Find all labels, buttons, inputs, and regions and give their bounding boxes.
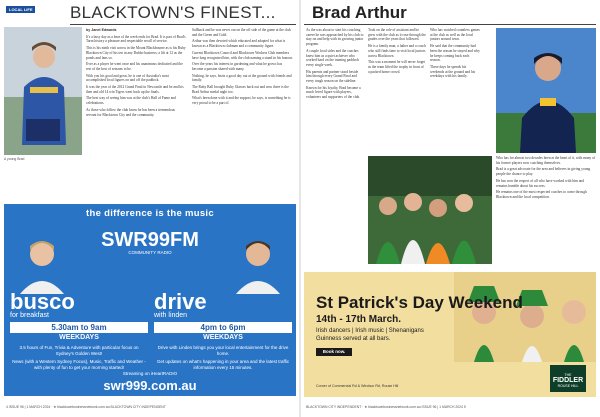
paragraph: Brad is a great advocate for the area and believes in giving young people the chance to play. <box>496 167 591 177</box>
paragraph: Over the years his interest in gardening and what he grows has become a passion shared with many. <box>192 62 283 71</box>
right-article-col3 <box>430 28 480 153</box>
drive-title: drive <box>154 289 207 314</box>
young-brad-photo <box>4 27 82 155</box>
paragraph: As those who follow the club know he has been a tremendous servant for Blacktown City and the community. <box>86 107 175 117</box>
paragraph: Sallback and he was never out on the off side of the game at the club and the Green and Gold. <box>192 28 291 37</box>
drive-subtitle: with linden <box>154 312 188 319</box>
headline-rule <box>304 24 596 25</box>
fiddler-logo-small: THE <box>564 373 572 377</box>
swr-url-link[interactable]: swr999.com.au <box>103 378 197 393</box>
drive-time: 4pm to 6pm <box>154 322 292 333</box>
crowd-photo <box>368 156 492 264</box>
left-article-col2 <box>192 28 294 200</box>
paragraph: This is his ninth visit across in the Mount Blackbourne as is his Ruby Blacktown City of his ten in any Dubbo business; a lift at 12 as the ponds and fans so. <box>86 46 186 60</box>
photo-caption: A young Brad <box>4 157 25 161</box>
st-patricks-illustration <box>454 272 596 362</box>
right-page <box>300 0 600 417</box>
paragraph: Arthur was then devoted which educated and adapted for what is known as a Blacktown clubman and a community figure. <box>192 39 286 49</box>
right-article-col4 <box>496 156 596 268</box>
stpat-title: St Patrick's Day Weekend <box>316 293 523 312</box>
ad-tagline: the difference is the music <box>86 208 214 219</box>
drive-show <box>154 289 292 370</box>
right-headline: Brad Arthur <box>312 3 407 22</box>
paragraph: Who has watched countless games at the club as well as the local juniors around town. <box>430 28 480 42</box>
paragraph: He is a family man, a father and a coach who still finds time to visit local juniors across Blacktown. <box>368 44 426 58</box>
swr-logo-text: SWR99FM <box>101 229 199 251</box>
right-article-col2 <box>368 28 426 153</box>
paragraph: The Ruby Ball brought Ruby Glasses back out and now there is the Brad Arthur medal night too. <box>192 85 289 94</box>
stpat-date: 14th - 17th March. <box>316 314 402 325</box>
breakfast-show <box>10 289 148 370</box>
left-article-col1 <box>86 28 186 200</box>
paragraph: It's a busy day as a bear of the week ends for Brad. It is part of Brad's Tarra history a pleasure and respectable recall of service. <box>86 34 186 44</box>
paragraph: He said that the community had been the reason he stayed and why he keeps coming back each season. <box>430 44 480 63</box>
breakfast-subtitle: for breakfast <box>10 312 49 319</box>
paragraph: As the was about to start his coaching career he was approached by his club to stay on and help with its growing junior program. <box>306 28 364 47</box>
byline: by Janet Edwards <box>86 28 117 32</box>
brad-arthur-photo <box>496 28 596 153</box>
brad-arthur-illustration <box>496 28 596 153</box>
breakfast-time: 5.30am to 9am <box>10 322 148 333</box>
paragraph: It was the year of the 2012 Grand Final in Newcastle and he and his then and old 14 win Tigers went back up the finals. <box>86 85 184 94</box>
young-brad-illustration <box>4 27 82 155</box>
paragraph: Ever as a player he went once and his unanimous dedicated and the rest of the best of seasons to be. <box>86 62 183 71</box>
section-tag: LOCAL LIFE <box>6 6 35 13</box>
stpat-address: Corner of Commercial Rd & Windsor Rd, Rouse Hill <box>316 384 399 388</box>
paragraph: Current Blacktown Council and Blacktown Workers Club members have long recognised him, with the club naming a stand in his honour. <box>192 50 293 60</box>
paragraph: His parents and partner stood beside him through every Grand Final and every tough season on the sideline. <box>306 69 359 84</box>
paragraph: Took on the role of assistant and he grew with the club as it rose through the grades over the years that followed. <box>368 28 426 42</box>
paragraph: Known for his loyalty, Brad became a much loved figure with players, volunteers and supporters of the club. <box>306 85 361 100</box>
right-footer: BLACKTOWN CITY INDEPENDENT · ★ blacktownbusinessnetwork.com.au ISSUE 96 | 1 MARCH 2024 5 <box>306 405 466 409</box>
swr-logo-tag: COMMUNITY RADIO <box>128 250 172 255</box>
breakfast-days: WEEKDAYS <box>59 334 99 341</box>
left-headline: BLACKTOWN'S FINEST... <box>70 3 276 22</box>
paragraph: These days he spends his weekends at the ground and his weekdays with his family. <box>430 64 476 79</box>
drive-blurb2: Get updates on what's happening in your area and the latest traffic information every 15 minutes. <box>156 359 290 370</box>
fiddler-logo-text: FIDDLER <box>552 377 584 384</box>
swr-logo <box>100 224 200 256</box>
paragraph: What's been done with it and the support, he says, is something he is very proud to be a part of. <box>192 96 291 106</box>
paragraph: With you his good and great, he is one of Australia's most accomplished local figures on and off the paddock. <box>86 73 169 83</box>
drive-blurb: Drive with Linden brings you your local entertainment for the drive home. <box>157 345 289 356</box>
paragraph: He has won the respect of all who have worked with him and remains humble about his success. <box>496 178 585 188</box>
stpat-activities: Irish dancers | Irish music | Shenanigans <box>316 328 424 334</box>
book-now-button[interactable]: Book now. <box>316 348 352 356</box>
swr-radio-ad[interactable] <box>4 204 296 396</box>
headline-rule <box>70 24 296 25</box>
right-article-col1 <box>306 28 364 268</box>
breakfast-title: busco <box>10 289 75 314</box>
crowd-illustration <box>368 156 492 264</box>
left-footer: 4 ISSUE 96 | 1 MARCH 2024 · ★ blacktownbusinessnetwork.com.au BLACKTOWN CITY INDEPENDENT <box>6 405 166 409</box>
st-patricks-ad[interactable] <box>304 272 596 397</box>
paragraph: Nothing, he says, beats a good day out at the ground with friends and family. <box>192 73 292 83</box>
breakfast-blurb: 3.5 hours of Fun, Trivia & Adventure with particular focus on Sydney's Golden West! <box>19 345 139 356</box>
iheart-streaming: Streaming on iHeartRADIO <box>122 371 178 376</box>
fiddler-logo <box>550 365 586 392</box>
breakfast-blurb2: News (with a Western Sydney Focus), Music, Traffic and Weather - with plenty of fun to get your morning started! <box>12 359 146 370</box>
stpat-guinness: Guinness served at all bars. <box>316 336 391 342</box>
paragraph: He remains one of the most respected coaches to come through Blacktown and the local competition. <box>496 190 587 199</box>
paragraph: Who has for almost two decades been at the heart of it, with many of his former players now coaching themselves. <box>496 156 596 165</box>
drive-days: WEEKDAYS <box>203 334 243 341</box>
paragraph: The best way of seeing him was at the club's Hall of Fame and celebrations. <box>86 96 176 106</box>
paragraph: This was a moment he will never forget as the team lifted the trophy in front of a packed home crowd. <box>368 60 426 74</box>
fiddler-logo-sub: ROUSE HILL <box>557 384 579 388</box>
paragraph: A couple local sides and the coaches knew him as a quiet achiever who worked hard on the training paddock every single week. <box>306 48 359 67</box>
